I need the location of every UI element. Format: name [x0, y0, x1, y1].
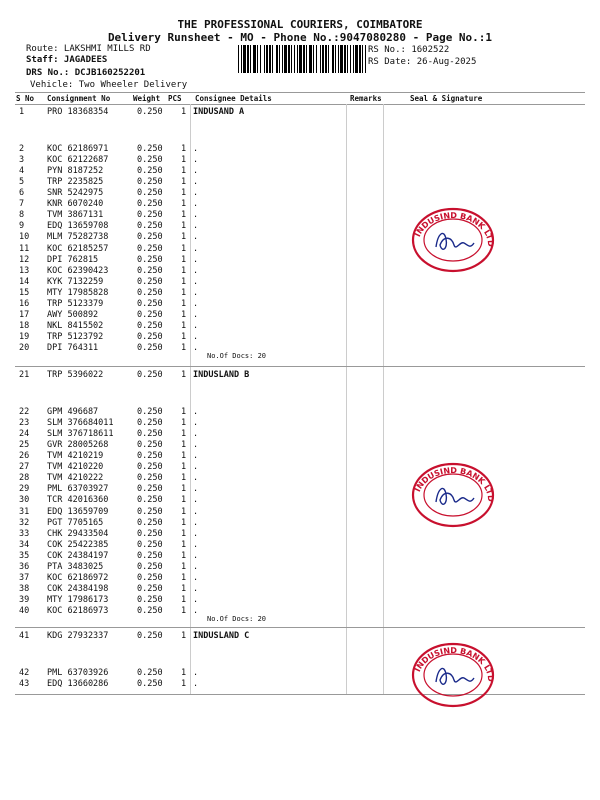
- row-pcs: 1: [181, 321, 187, 332]
- row-consignee: .: [193, 232, 199, 243]
- row-consignment: TVM 4210219: [47, 451, 104, 462]
- row-consignment: PRO 18368354: [47, 107, 109, 117]
- row-pcs: 1: [181, 299, 187, 310]
- row-weight: 0.250: [137, 265, 163, 276]
- row-sno: 5: [19, 176, 25, 187]
- row-consignee: .: [193, 188, 199, 199]
- col-consignment-header: Consignment No: [47, 94, 111, 103]
- row-consignee: .: [193, 451, 199, 462]
- row-sno: 43: [19, 678, 30, 689]
- row-weight: 0.250: [137, 107, 163, 117]
- row-pcs: 1: [181, 243, 187, 254]
- row-consignee: .: [193, 299, 199, 310]
- row-consignee: .: [193, 287, 199, 298]
- row-weight: 0.250: [137, 188, 163, 199]
- row-sno: 32: [19, 517, 30, 528]
- row-pcs: 1: [181, 495, 187, 506]
- col-pcs-header: PCS: [168, 94, 182, 103]
- row-consignee: .: [193, 562, 199, 573]
- row-weight: 0.250: [137, 176, 163, 187]
- row-sno: 27: [19, 462, 30, 473]
- row-sno: 4: [19, 165, 25, 176]
- row-pcs: 1: [181, 667, 187, 678]
- row-weight: 0.250: [137, 451, 163, 462]
- row-sno: 2: [19, 143, 25, 154]
- row-pcs: 1: [181, 276, 187, 287]
- row-weight: 0.250: [137, 165, 163, 176]
- row-weight: 0.250: [137, 154, 163, 165]
- route-label: Route: LAKSHMI MILLS RD: [26, 44, 151, 54]
- row-sno: 20: [19, 343, 30, 354]
- row-consignee: .: [193, 667, 199, 678]
- row-sno: 9: [19, 221, 25, 232]
- col-weight-header: Weight: [133, 94, 161, 103]
- row-weight: 0.250: [137, 143, 163, 154]
- row-consignee: .: [193, 417, 199, 428]
- doc-count: No.Of Docs: 20: [207, 614, 267, 623]
- row-consignee: .: [193, 539, 199, 550]
- row-pcs: 1: [181, 370, 187, 380]
- row-consignment: TRP 5396022: [47, 370, 104, 380]
- row-pcs: 1: [181, 473, 187, 484]
- row-consignment: TRP 2235825: [47, 176, 104, 187]
- row-consignment: KYK 7132259: [47, 276, 104, 287]
- row-sno: 35: [19, 550, 30, 561]
- row-weight: 0.250: [137, 343, 163, 354]
- column-header-rule: [15, 104, 585, 105]
- row-weight: 0.250: [137, 199, 163, 210]
- row-sno: 15: [19, 287, 30, 298]
- row-weight: 0.250: [137, 495, 163, 506]
- row-sno: 40: [19, 606, 30, 617]
- col-seal-header: Seal & Signature: [410, 94, 483, 103]
- row-weight: 0.250: [137, 210, 163, 221]
- bank-seal-stamp: [408, 460, 498, 530]
- row-weight: 0.250: [137, 232, 163, 243]
- row-consignee: INDUSLAND B: [193, 370, 250, 380]
- row-sno: 28: [19, 473, 30, 484]
- row-sno: 1: [19, 107, 25, 117]
- row-sno: 34: [19, 539, 30, 550]
- row-pcs: 1: [181, 562, 187, 573]
- row-pcs: 1: [181, 210, 187, 221]
- row-consignee: .: [193, 221, 199, 232]
- row-consignment: SLM 376684011: [47, 417, 114, 428]
- doc-count: No.Of Docs: 20: [207, 351, 267, 360]
- row-sno: 16: [19, 299, 30, 310]
- row-consignment: TVM 3867131: [47, 210, 104, 221]
- row-pcs: 1: [181, 550, 187, 561]
- staff-label: Staff: JAGADEES: [26, 55, 108, 65]
- row-sno: 23: [19, 417, 30, 428]
- row-consignment: AWY 500892: [47, 310, 99, 321]
- row-pcs: 1: [181, 462, 187, 473]
- row-consignee: .: [193, 439, 199, 450]
- row-sno: 36: [19, 562, 30, 573]
- row-consignee: .: [193, 210, 199, 221]
- row-weight: 0.250: [137, 506, 163, 517]
- row-weight: 0.250: [137, 276, 163, 287]
- row-pcs: 1: [181, 584, 187, 595]
- row-weight: 0.250: [137, 584, 163, 595]
- row-pcs: 1: [181, 165, 187, 176]
- svg-text:INDUSIND BANK LTD: INDUSIND BANK LTD: [413, 465, 496, 503]
- column-divider: [190, 104, 191, 694]
- row-weight: 0.250: [137, 539, 163, 550]
- row-weight: 0.250: [137, 417, 163, 428]
- row-sno: 12: [19, 254, 30, 265]
- row-weight: 0.250: [137, 321, 163, 332]
- row-consignment: MTY 17985828: [47, 287, 109, 298]
- row-consignment: PML 63703927: [47, 484, 109, 495]
- row-weight: 0.250: [137, 528, 163, 539]
- row-consignment: PTA 3483025: [47, 562, 104, 573]
- row-weight: 0.250: [137, 667, 163, 678]
- row-consignee: .: [193, 332, 199, 343]
- row-consignee: .: [193, 243, 199, 254]
- row-sno: 3: [19, 154, 25, 165]
- svg-text:INDUSIND BANK LTD: INDUSIND BANK LTD: [413, 210, 496, 248]
- row-consignee: INDUSAND A: [193, 107, 245, 117]
- row-consignment: KOC 62390423: [47, 265, 109, 276]
- row-consignee: .: [193, 321, 199, 332]
- row-consignee: .: [193, 199, 199, 210]
- row-sno: 22: [19, 406, 30, 417]
- row-weight: 0.250: [137, 606, 163, 617]
- row-consignment: CHK 29433504: [47, 528, 109, 539]
- row-weight: 0.250: [137, 678, 163, 689]
- row-consignment: GPM 496687: [47, 406, 99, 417]
- row-consignment: EDQ 13660286: [47, 678, 109, 689]
- row-consignment: KDG 27932337: [47, 631, 109, 641]
- row-weight: 0.250: [137, 550, 163, 561]
- row-weight: 0.250: [137, 473, 163, 484]
- row-weight: 0.250: [137, 370, 163, 380]
- row-consignment: PML 63703926: [47, 667, 109, 678]
- row-sno: 19: [19, 332, 30, 343]
- row-consignee: .: [193, 176, 199, 187]
- row-consignee: .: [193, 165, 199, 176]
- row-sno: 10: [19, 232, 30, 243]
- row-consignment: KOC 62186973: [47, 606, 109, 617]
- col-sno-header: S No: [16, 94, 35, 103]
- row-consignee: .: [193, 310, 199, 321]
- row-consignment: KOC 62122687: [47, 154, 109, 165]
- group-separator: [15, 627, 585, 628]
- row-weight: 0.250: [137, 310, 163, 321]
- rs-date: RS Date: 26-Aug-2025: [368, 57, 477, 67]
- row-weight: 0.250: [137, 332, 163, 343]
- row-consignment: TVM 4210220: [47, 462, 104, 473]
- group-separator: [15, 694, 585, 695]
- row-pcs: 1: [181, 631, 187, 641]
- svg-text:INDUSIND BANK LTD: INDUSIND BANK LTD: [413, 645, 496, 683]
- row-sno: 26: [19, 451, 30, 462]
- row-pcs: 1: [181, 539, 187, 550]
- row-consignee: .: [193, 517, 199, 528]
- row-consignee: .: [193, 154, 199, 165]
- row-weight: 0.250: [137, 221, 163, 232]
- row-pcs: 1: [181, 517, 187, 528]
- row-weight: 0.250: [137, 484, 163, 495]
- row-pcs: 1: [181, 678, 187, 689]
- row-pcs: 1: [181, 188, 187, 199]
- row-sno: 38: [19, 584, 30, 595]
- row-pcs: 1: [181, 528, 187, 539]
- row-weight: 0.250: [137, 439, 163, 450]
- bank-seal-stamp: [408, 205, 498, 275]
- row-consignment: PYN 8187252: [47, 165, 104, 176]
- row-consignee: .: [193, 595, 199, 606]
- row-consignee: .: [193, 495, 199, 506]
- row-consignment: DPI 762815: [47, 254, 99, 265]
- row-pcs: 1: [181, 606, 187, 617]
- row-pcs: 1: [181, 417, 187, 428]
- bank-seal-stamp: [408, 640, 498, 710]
- row-sno: 11: [19, 243, 30, 254]
- row-weight: 0.250: [137, 573, 163, 584]
- row-consignment: TRP 5123379: [47, 299, 104, 310]
- row-weight: 0.250: [137, 287, 163, 298]
- row-consignment: SNR 5242975: [47, 188, 104, 199]
- row-sno: 24: [19, 428, 30, 439]
- page-title: THE PROFESSIONAL COURIERS, COIMBATORE: [177, 18, 423, 31]
- row-pcs: 1: [181, 265, 187, 276]
- row-consignee: .: [193, 462, 199, 473]
- drs-number: DRS No.: DCJB160252201: [26, 68, 146, 78]
- row-sno: 29: [19, 484, 30, 495]
- row-sno: 33: [19, 528, 30, 539]
- row-weight: 0.250: [137, 517, 163, 528]
- row-sno: 14: [19, 276, 30, 287]
- row-sno: 39: [19, 595, 30, 606]
- row-consignee: .: [193, 678, 199, 689]
- row-pcs: 1: [181, 595, 187, 606]
- row-consignment: MLM 75282738: [47, 232, 109, 243]
- row-consignment: COK 24384197: [47, 550, 109, 561]
- barcode: [238, 45, 366, 73]
- row-weight: 0.250: [137, 462, 163, 473]
- row-weight: 0.250: [137, 428, 163, 439]
- row-sno: 6: [19, 188, 25, 199]
- row-consignment: EDQ 13659708: [47, 221, 109, 232]
- row-pcs: 1: [181, 221, 187, 232]
- row-consignment: NKL 8415502: [47, 321, 104, 332]
- row-consignee: .: [193, 606, 199, 617]
- row-consignee: .: [193, 550, 199, 561]
- column-divider: [383, 104, 384, 694]
- row-sno: 41: [19, 631, 30, 641]
- row-consignment: PGT 7705165: [47, 517, 104, 528]
- row-sno: 30: [19, 495, 30, 506]
- row-sno: 21: [19, 370, 30, 380]
- row-pcs: 1: [181, 154, 187, 165]
- row-consignment: DPI 764311: [47, 343, 99, 354]
- row-weight: 0.250: [137, 254, 163, 265]
- row-consignee: INDUSLAND C: [193, 631, 250, 641]
- row-consignment: KNR 6070240: [47, 199, 104, 210]
- row-consignment: SLM 376718611: [47, 428, 114, 439]
- row-consignment: GVR 28005268: [47, 439, 109, 450]
- row-pcs: 1: [181, 310, 187, 321]
- row-pcs: 1: [181, 428, 187, 439]
- row-weight: 0.250: [137, 631, 163, 641]
- row-consignee: .: [193, 528, 199, 539]
- row-consignee: .: [193, 276, 199, 287]
- row-consignment: TRP 5123792: [47, 332, 104, 343]
- row-consignee: .: [193, 484, 199, 495]
- row-consignment: TVM 4210222: [47, 473, 104, 484]
- row-sno: 8: [19, 210, 25, 221]
- row-pcs: 1: [181, 343, 187, 354]
- row-pcs: 1: [181, 573, 187, 584]
- row-pcs: 1: [181, 506, 187, 517]
- row-consignee: .: [193, 406, 199, 417]
- row-pcs: 1: [181, 199, 187, 210]
- row-pcs: 1: [181, 254, 187, 265]
- row-weight: 0.250: [137, 299, 163, 310]
- row-pcs: 1: [181, 232, 187, 243]
- row-pcs: 1: [181, 287, 187, 298]
- row-consignee: .: [193, 143, 199, 154]
- row-pcs: 1: [181, 107, 187, 117]
- row-sno: 13: [19, 265, 30, 276]
- row-pcs: 1: [181, 439, 187, 450]
- row-consignment: MTY 17986173: [47, 595, 109, 606]
- row-consignment: KOC 62186971: [47, 143, 109, 154]
- header-rule: [15, 92, 585, 93]
- row-consignee: .: [193, 573, 199, 584]
- row-sno: 17: [19, 310, 30, 321]
- vehicle-label: Vehicle: Two Wheeler Delivery: [30, 80, 188, 90]
- row-pcs: 1: [181, 176, 187, 187]
- row-consignment: KOC 62186972: [47, 573, 109, 584]
- row-consignee: .: [193, 473, 199, 484]
- column-divider: [346, 104, 347, 694]
- row-consignee: .: [193, 428, 199, 439]
- row-pcs: 1: [181, 406, 187, 417]
- row-pcs: 1: [181, 484, 187, 495]
- row-consignee: .: [193, 584, 199, 595]
- row-sno: 31: [19, 506, 30, 517]
- row-consignment: TCR 42016360: [47, 495, 109, 506]
- row-sno: 18: [19, 321, 30, 332]
- col-details-header: Consignee Details: [195, 94, 272, 103]
- row-consignment: COK 25422385: [47, 539, 109, 550]
- row-weight: 0.250: [137, 595, 163, 606]
- row-sno: 25: [19, 439, 30, 450]
- row-consignee: .: [193, 265, 199, 276]
- row-sno: 7: [19, 199, 25, 210]
- row-sno: 42: [19, 667, 30, 678]
- rs-number: RS No.: 1602522: [368, 45, 450, 55]
- row-consignee: .: [193, 254, 199, 265]
- row-consignment: EDQ 13659709: [47, 506, 109, 517]
- row-weight: 0.250: [137, 562, 163, 573]
- row-pcs: 1: [181, 451, 187, 462]
- row-weight: 0.250: [137, 243, 163, 254]
- runsheet-subtitle: Delivery Runsheet - MO - Phone No.:9047080280 - Page No.:1: [107, 31, 493, 44]
- group-separator: [15, 366, 585, 367]
- row-pcs: 1: [181, 143, 187, 154]
- row-consignee: .: [193, 506, 199, 517]
- row-sno: 37: [19, 573, 30, 584]
- col-remarks-header: Remarks: [350, 94, 382, 103]
- row-consignee: .: [193, 343, 199, 354]
- row-weight: 0.250: [137, 406, 163, 417]
- row-pcs: 1: [181, 332, 187, 343]
- row-consignment: KOC 62185257: [47, 243, 109, 254]
- row-consignment: COK 24384198: [47, 584, 109, 595]
